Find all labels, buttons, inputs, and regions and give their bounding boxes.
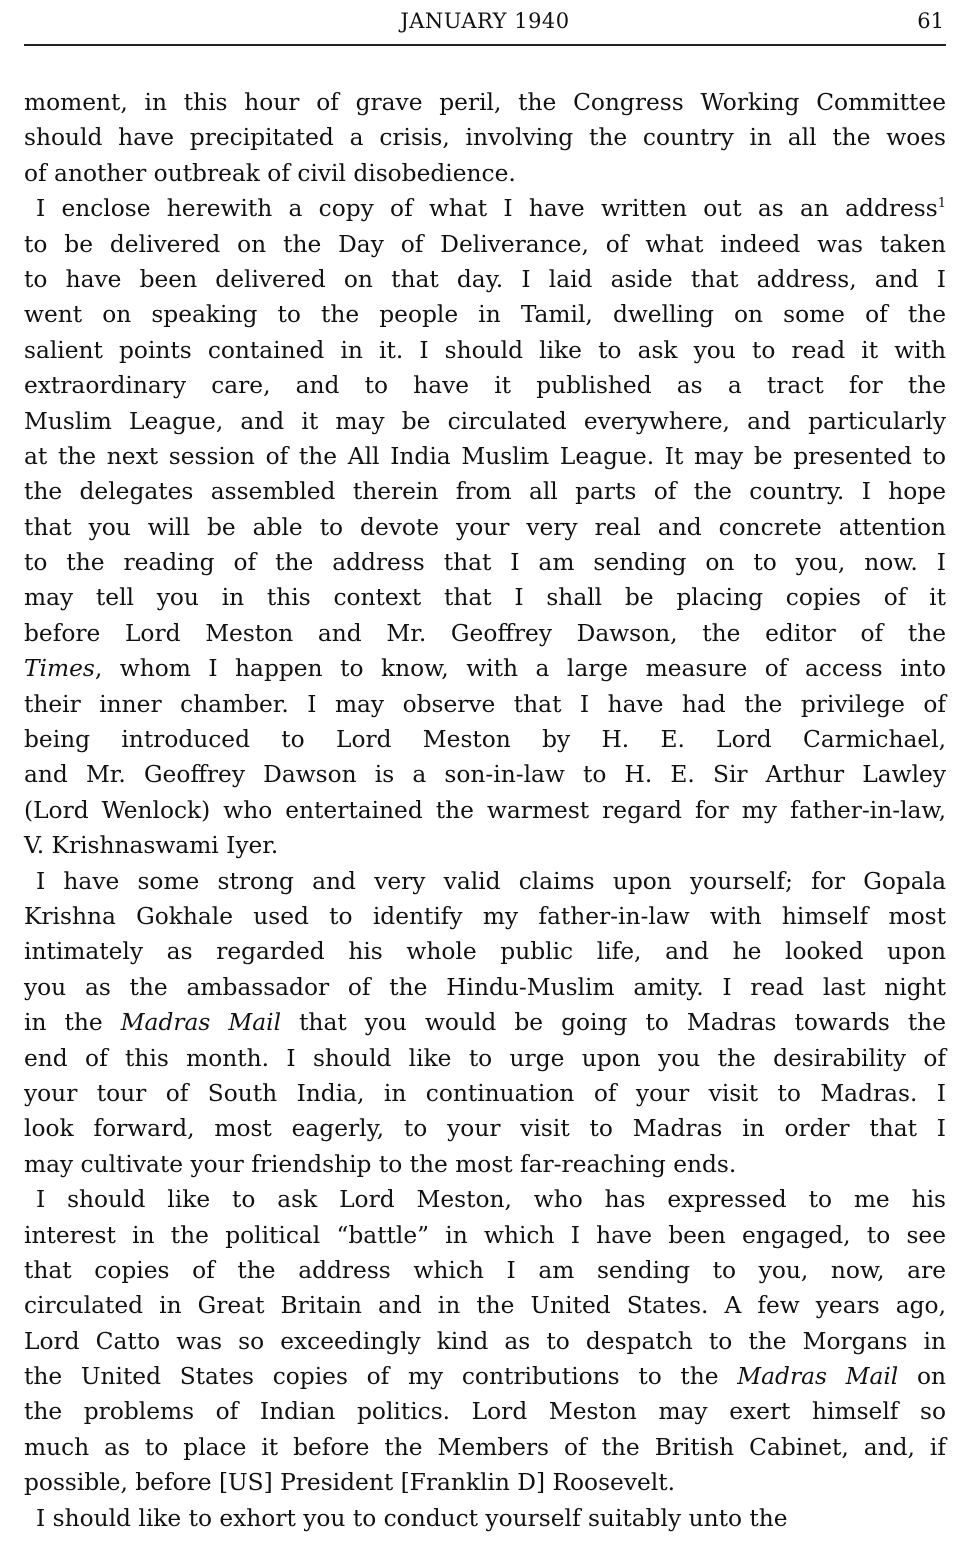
text-line	[24, 793, 946, 828]
text-segment: Muslim League, and it may be circulated everywhere, and particularly	[24, 407, 946, 435]
text-line	[24, 970, 946, 1005]
text-segment: to have been delivered on that day. I laid aside that address, and I	[24, 265, 946, 293]
text-line	[24, 1005, 946, 1040]
text-line	[24, 1147, 946, 1182]
text-line	[24, 687, 946, 722]
text-line	[24, 1111, 946, 1146]
text-line	[24, 510, 946, 545]
text-segment: I enclose herewith a copy of what I have written out as an address	[36, 195, 938, 223]
text-line	[24, 1394, 946, 1429]
text-line	[24, 899, 946, 934]
text-line	[24, 368, 946, 403]
text-segment: possible, before [US] President [Franklin D] Roosevelt.	[24, 1469, 675, 1497]
text-segment: should have precipitated a crisis, involving the country in all the woes	[24, 124, 946, 152]
text-line	[24, 1430, 946, 1465]
text-segment: the delegates assembled therein from all parts of the country. I hope	[24, 478, 946, 506]
text-segment: look forward, most eagerly, to your visit to Madras in order that I	[24, 1115, 946, 1143]
italic-title: Madras Mail	[120, 1009, 282, 1037]
text-line	[24, 757, 946, 792]
text-segment: the problems of Indian politics. Lord Meston may exert himself so	[24, 1398, 946, 1426]
text-line	[24, 1501, 946, 1536]
text-segment: may tell you in this context that I shall be placing copies of it	[24, 584, 946, 612]
text-segment: moment, in this hour of grave peril, the Congress Working Committee	[24, 89, 946, 116]
text-line	[24, 1076, 946, 1111]
text-line	[24, 1324, 946, 1359]
text-segment: Lord Catto was so exceedingly kind as to despatch to the Morgans in	[24, 1327, 946, 1355]
text-segment: , whom I happen to know, with a large measure of access into	[94, 655, 946, 683]
text-line	[24, 1359, 946, 1394]
text-segment: (Lord Wenlock) who entertained the warmest regard for my father-in-law,	[24, 796, 946, 824]
text-line	[24, 934, 946, 969]
footnote-marker[interactable]: 1	[937, 196, 946, 212]
text-segment: I should like to ask Lord Meston, who has expressed to me his	[36, 1186, 946, 1214]
text-line	[24, 1465, 946, 1500]
text-line	[24, 227, 946, 262]
text-segment: and Mr. Geoffrey Dawson is a son-in-law to H. E. Sir Arthur Lawley	[24, 761, 946, 789]
italic-title: Madras Mail	[737, 1363, 899, 1391]
text-line	[24, 1041, 946, 1076]
book-page	[24, 0, 946, 1562]
text-line	[24, 1288, 946, 1323]
text-segment: before Lord Meston and Mr. Geoffrey Dawson, the editor of the	[24, 619, 946, 647]
text-line	[24, 651, 946, 686]
text-segment: the United States copies of my contributions to the	[24, 1363, 738, 1391]
text-line	[24, 333, 946, 368]
text-segment: you as the ambassador of the Hindu-Muslim amity. I read last night	[24, 973, 946, 1001]
italic-title: Times	[24, 655, 95, 683]
text-line	[24, 616, 946, 651]
letter-body-text	[24, 85, 946, 1536]
running-header-title: JANUARY 1940	[400, 9, 570, 33]
text-segment: interest in the political “battle” in which I have been engaged, to see	[24, 1221, 946, 1249]
text-segment: much as to place it before the Members of the British Cabinet, and, if	[24, 1433, 946, 1461]
text-segment: V. Krishnaswami Iyer.	[24, 832, 279, 860]
text-line	[24, 545, 946, 580]
text-segment: being introduced to Lord Meston by H. E. Lord Carmichael,	[24, 726, 946, 754]
page-number: 61	[917, 9, 944, 33]
text-segment: that you would be going to Madras towards the	[281, 1009, 946, 1037]
text-segment: circulated in Great Britain and in the United States. A few years ago,	[24, 1292, 946, 1320]
text-segment: went on speaking to the people in Tamil, dwelling on some of the	[24, 301, 946, 329]
text-segment: to the reading of the address that I am sending on to you, now. I	[24, 549, 946, 577]
text-segment: to be delivered on the Day of Deliverance, of what indeed was taken	[24, 230, 946, 258]
text-line	[24, 297, 946, 332]
text-segment: your tour of South India, in continuation of your visit to Madras. I	[24, 1079, 946, 1107]
text-line	[24, 580, 946, 615]
text-segment: on	[898, 1363, 946, 1391]
text-line	[24, 262, 946, 297]
text-segment: Krishna Gokhale used to identify my father-in-law with himself most	[24, 902, 946, 930]
running-header	[24, 0, 946, 46]
text-segment: their inner chamber. I may observe that I have had the privilege of	[24, 690, 946, 718]
text-segment: extraordinary care, and to have it published as a tract for the	[24, 372, 946, 400]
text-segment: may cultivate your friendship to the most far-reaching ends.	[24, 1150, 737, 1178]
text-line	[24, 864, 946, 899]
text-segment: that copies of the address which I am sending to you, now, are	[24, 1256, 946, 1284]
text-segment: I should like to exhort you to conduct yourself suitably unto the	[36, 1504, 788, 1532]
text-line	[24, 722, 946, 757]
text-line	[24, 1253, 946, 1288]
text-line	[24, 404, 946, 439]
text-segment: in the	[24, 1009, 121, 1037]
text-line	[24, 120, 946, 155]
text-line	[24, 474, 946, 509]
text-segment: that you will be able to devote your very real and concrete attention	[24, 513, 946, 541]
text-segment: salient points contained in it. I should like to ask you to read it with	[24, 336, 946, 364]
text-line	[24, 439, 946, 474]
text-segment: end of this month. I should like to urge upon you the desirability of	[24, 1044, 946, 1072]
text-segment: of another outbreak of civil disobedience.	[24, 159, 516, 187]
text-line	[24, 1218, 946, 1253]
text-line	[24, 191, 946, 226]
text-segment: I have some strong and very valid claims upon yourself; for Gopala	[36, 867, 946, 895]
text-line	[24, 1182, 946, 1217]
text-line	[24, 828, 946, 863]
text-segment: at the next session of the All India Muslim League. It may be presented to	[24, 442, 946, 470]
text-segment: intimately as regarded his whole public life, and he looked upon	[24, 938, 946, 966]
text-line	[24, 156, 946, 191]
text-line	[24, 85, 946, 120]
